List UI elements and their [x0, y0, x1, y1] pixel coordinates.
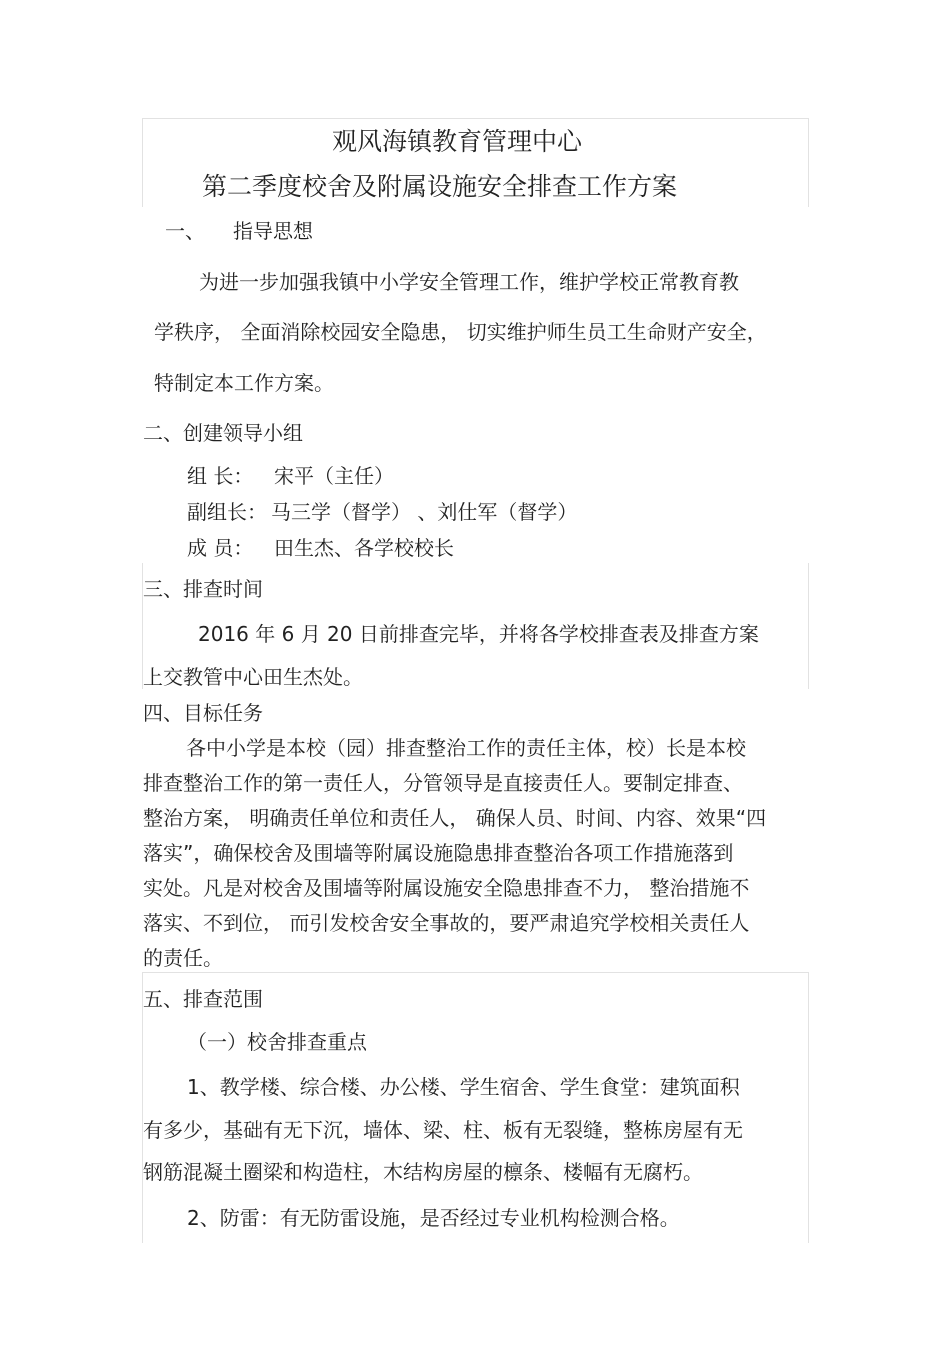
deputy-value: 马三学（督学） 、刘仕军（督学） — [271, 500, 578, 524]
member-label: 成 员： — [187, 536, 254, 560]
section1-heading: 指导思想 — [233, 219, 313, 243]
leader-label: 组 长： — [187, 464, 254, 488]
section3-paragraph-line2: 上交教管中心田生杰处。 — [143, 665, 363, 689]
document-title-line2: 第二季度校舍及附属设施安全排查工作方案 — [202, 172, 678, 201]
section3-paragraph-line1: 2016 年 6 月 20 日前排查完毕，并将各学校排查表及排查方案 — [198, 622, 759, 646]
section3-heading: 三、排查时间 — [143, 577, 263, 601]
section5-item1-line3: 钢筋混凝土圈梁和构造柱，木结构房屋的檩条、楼幅有无腐朽。 — [143, 1160, 703, 1184]
deputy-label: 副组长： — [187, 500, 267, 524]
section4-line3: 整治方案， 明确责任单位和责任人， 确保人员、时间、内容、效果“四 — [143, 806, 767, 830]
frame-scope — [142, 972, 809, 1243]
section1-paragraph-line3: 特制定本工作方案。 — [154, 371, 334, 395]
section4-line4: 落实”，确保校舍及围墙等附属设施隐患排查整治各项工作措施落到 — [143, 841, 734, 865]
section4-heading: 四、目标任务 — [143, 701, 263, 725]
section1-paragraph-line1: 为进一步加强我镇中小学安全管理工作，维护学校正常教育教 — [199, 270, 739, 294]
section5-heading: 五、排查范围 — [143, 987, 263, 1011]
section5-item1-line1: 1、教学楼、综合楼、办公楼、学生宿舍、学生食堂：建筑面积 — [187, 1075, 740, 1099]
section1-paragraph-line2: 学秩序， 全面消除校园安全隐患， 切实维护师生员工生命财产安全， — [154, 320, 767, 344]
document-title-line1: 观风海镇教育管理中心 — [332, 127, 583, 156]
section4-line2: 排查整治工作的第一责任人，分管领导是直接责任人。要制定排查、 — [143, 771, 743, 795]
section4-line1: 各中小学是本校（园）排查整治工作的责任主体，校）长是本校 — [186, 736, 746, 760]
section5-item2-line1: 2、防雷：有无防雷设施，是否经过专业机构检测合格。 — [187, 1206, 680, 1230]
section4-line7: 的责任。 — [143, 946, 223, 970]
section5-subheading: （一）校舍排查重点 — [187, 1030, 367, 1054]
section5-item1-line2: 有多少，基础有无下沉，墙体、梁、柱、板有无裂缝，整栋房屋有无 — [143, 1118, 743, 1142]
section4-line6: 落实、不到位， 而引发校舍安全事故的，要严肃追究学校相关责任人 — [143, 911, 750, 935]
leader-value: 宋平（主任） — [274, 464, 394, 488]
section1-number: 一、 — [165, 219, 205, 243]
member-value: 田生杰、各学校校长 — [274, 536, 454, 560]
section4-line5: 实处。凡是对校舍及围墙等附属设施安全隐患排查不力， 整治措施不 — [143, 876, 750, 900]
section2-heading: 二、创建领导小组 — [143, 421, 303, 445]
